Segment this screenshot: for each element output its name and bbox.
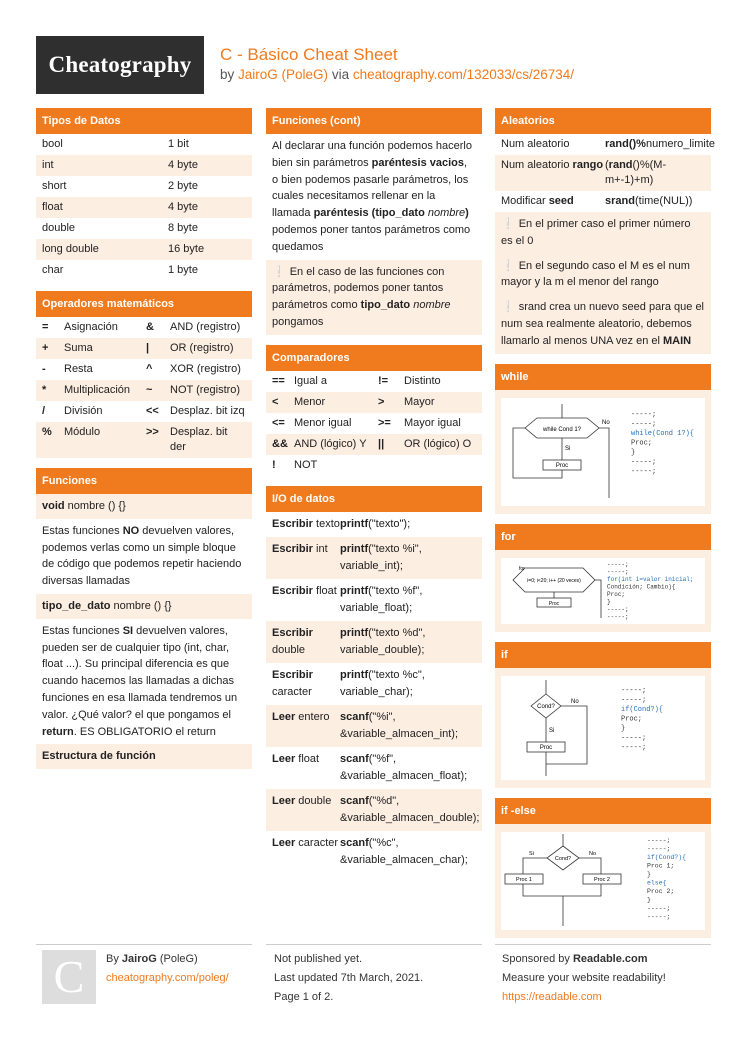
- io-verb: Escribir: [272, 626, 313, 639]
- row-value: [340, 835, 476, 869]
- table-row: [266, 413, 482, 434]
- aleatorios-table: [495, 134, 716, 212]
- operator-name: Módulo: [64, 426, 101, 438]
- section-title: Funciones (cont): [266, 108, 482, 134]
- io-function: printf: [340, 626, 369, 639]
- table-row: [36, 176, 252, 197]
- table-row: [266, 371, 482, 392]
- for-code: [607, 561, 693, 621]
- column-2: [266, 108, 482, 883]
- operator-symbol: &&: [272, 437, 288, 450]
- row-key: Num aleatorio rango: [501, 159, 604, 171]
- row-key: short: [42, 180, 67, 192]
- table-row: [36, 338, 252, 359]
- funciones-cont-note: ❕ En el caso de las funciones con parámetros, podemos poner tantos parámetros como tipo_dato nombre pongamos: [266, 260, 482, 335]
- last-updated: Last updated 7th March, 2021.: [274, 972, 424, 984]
- io-type: double: [295, 794, 332, 807]
- for-cond-label: i=0; i<20; i++ (20 veces): [527, 577, 581, 584]
- code-line: }: [607, 598, 611, 606]
- row-value: [340, 667, 476, 701]
- exclamation-icon: ❕: [501, 301, 515, 314]
- row-key: [272, 583, 340, 617]
- section-title: if -else: [495, 798, 711, 824]
- operator-name: Desplaz. bit izq: [170, 405, 245, 417]
- row-value: [340, 625, 476, 659]
- operator-symbol: +: [42, 342, 49, 354]
- table-row: [266, 392, 482, 413]
- operator-name: NOT: [294, 458, 318, 471]
- if-code: [621, 687, 663, 752]
- io-function: scanf: [340, 836, 369, 849]
- row-value: [340, 516, 476, 533]
- operator-name: OR (registro): [170, 342, 234, 354]
- row-value: (rand()%(M-m+-1)+m): [605, 159, 667, 186]
- operator-name: AND (lógico) Y: [294, 437, 367, 450]
- code-line: }: [631, 448, 636, 457]
- si-label: Si: [549, 727, 555, 734]
- table-row: [36, 401, 252, 422]
- operator-name: Multiplicación: [64, 384, 131, 396]
- table-row: [266, 579, 482, 621]
- footer-divider: [36, 944, 252, 945]
- row-key: [272, 516, 340, 533]
- code-line: while(Cond 1?){: [631, 429, 695, 438]
- footer-divider: [495, 944, 711, 945]
- page-title: C - Básico Cheat Sheet: [220, 45, 398, 64]
- io-verb: Leer: [272, 794, 296, 807]
- while-flowchart: [501, 398, 705, 506]
- cheatography-c-icon[interactable]: C: [42, 950, 96, 1004]
- comparadores-table: [266, 371, 482, 476]
- si-label: Si: [565, 445, 571, 452]
- code-line: for(int i=valor inicial;: [607, 575, 694, 583]
- operator-name: XOR (registro): [170, 363, 241, 375]
- si-label: Si: [529, 850, 534, 857]
- author-url-link[interactable]: cheatography.com/poleg/: [106, 972, 229, 984]
- table-row: [36, 422, 252, 458]
- proc-label: Proc: [548, 600, 560, 607]
- operator-symbol: ^: [146, 363, 153, 375]
- operator-symbol: [378, 458, 404, 473]
- io-function: printf: [340, 668, 369, 681]
- code-line: -----;: [621, 696, 647, 705]
- table-row: [266, 455, 482, 476]
- aleatorios-note-3: ❕ srand crea un nuevo seed para que el num sea realmente aleatorio, debemos llamarlo al menos UNA vez en el MAIN: [495, 295, 711, 353]
- operator-symbol: >>: [146, 426, 159, 438]
- io-args: ("%c", &variable_almacen_char);: [340, 836, 468, 866]
- io-function: printf: [340, 542, 369, 555]
- operator-symbol: >=: [378, 416, 391, 429]
- operator-name: Mayor: [404, 395, 435, 408]
- footer-meta: [274, 950, 423, 1007]
- io-function: printf: [340, 517, 369, 530]
- code-line: -----;: [647, 836, 671, 844]
- code-line: -----;: [631, 420, 657, 429]
- aleatorios-note-1: ❕ En el primer caso el primer número es el 0: [495, 212, 711, 254]
- funciones-cont-text: Al declarar una función podemos hacerlo bien sin parámetros paréntesis vacios, o bien podemos pasarle parámetros, los cuales necesitamos rellenar en la llamada paréntesis (tipo_dato nombre) podemos poner tantos parámetros como quedamos: [272, 140, 472, 253]
- if-flowchart: [501, 676, 705, 780]
- section-title: Comparadores: [266, 345, 482, 371]
- section-tipos: [36, 108, 252, 281]
- operator-name: AND (registro): [170, 321, 241, 333]
- exclamation-icon: ❕: [501, 218, 515, 230]
- sponsor-line: Sponsored by Readable.com: [502, 953, 648, 965]
- while-cond-label: while Cond 1?: [542, 426, 582, 433]
- no-label: No: [571, 698, 579, 705]
- operator-symbol: /: [42, 405, 46, 417]
- proc-label: Proc: [539, 744, 553, 751]
- row-key: Modificar seed: [501, 195, 574, 207]
- section-title: if: [495, 642, 711, 668]
- row-key: int: [42, 159, 54, 171]
- table-row: [36, 197, 252, 218]
- code-line: Condición; Cambio){: [607, 583, 676, 591]
- void-signature: void nombre () {}: [36, 494, 252, 519]
- column-3: [495, 108, 716, 948]
- section-while: [495, 364, 711, 514]
- table-row: [266, 705, 482, 747]
- io-type: texto: [312, 517, 340, 530]
- row-value: [340, 793, 479, 827]
- operator-name: Mayor igual: [404, 416, 461, 429]
- code-line: Proc;: [607, 590, 626, 598]
- code-line: Proc;: [631, 439, 653, 448]
- ifelse-flowchart: [501, 832, 705, 930]
- code-line: -----;: [621, 734, 647, 743]
- io-type: caracter: [295, 836, 339, 849]
- section-for: [495, 524, 711, 632]
- io-type: double: [272, 643, 306, 656]
- row-value: [340, 583, 476, 617]
- ifelse-code: [647, 837, 686, 921]
- code-line: if(Cond?){: [647, 853, 687, 861]
- row-key: char: [42, 264, 64, 276]
- table-row: [36, 359, 252, 380]
- row-value: srand(time(NUL)): [605, 195, 693, 207]
- io-verb: Leer: [272, 752, 296, 765]
- io-args: ("%f", &variable_almacen_float);: [340, 752, 468, 782]
- row-value: [340, 541, 476, 575]
- code-line: else{: [647, 879, 667, 887]
- operator-name: Asignación: [64, 321, 118, 333]
- table-row: [36, 239, 252, 260]
- section-title: I/O de datos: [266, 486, 482, 512]
- table-row: [266, 789, 482, 831]
- row-key: [272, 751, 340, 785]
- exclamation-icon: ❕: [501, 259, 515, 272]
- operator-name: NOT (registro): [170, 384, 241, 396]
- table-row: [266, 537, 482, 579]
- row-key: [272, 709, 340, 743]
- sponsor-name[interactable]: Readable.com: [572, 953, 648, 965]
- row-value: 1 bit: [168, 138, 189, 150]
- io-type: caracter: [272, 685, 312, 698]
- io-verb: Escribir: [272, 542, 313, 555]
- code-line: -----;: [647, 913, 671, 921]
- code-line: -----;: [631, 410, 657, 419]
- operator-symbol: -: [42, 363, 46, 375]
- section-ifelse: [495, 798, 711, 938]
- section-io: [266, 486, 482, 873]
- estructura-heading: Estructura de función: [36, 744, 252, 769]
- table-row: [266, 831, 482, 873]
- table-row: [266, 621, 482, 663]
- page-number: Page 1 of 2.: [274, 991, 334, 1003]
- row-value: [340, 751, 476, 785]
- code-line: -----;: [647, 904, 671, 912]
- row-value: 4 byte: [168, 201, 198, 213]
- code-line: -----;: [607, 613, 629, 621]
- row-key: long double: [42, 243, 99, 255]
- row-key: [272, 793, 340, 827]
- proc2-label: Proc 2: [594, 876, 610, 883]
- code-line: -----;: [631, 458, 657, 467]
- by-label: by: [220, 67, 235, 82]
- operator-name: Menor igual: [294, 416, 352, 429]
- code-line: -----;: [607, 560, 629, 568]
- io-verb: Escribir: [272, 584, 313, 597]
- section-if: [495, 642, 711, 788]
- row-key: [272, 835, 340, 869]
- code-line: -----;: [631, 467, 657, 476]
- row-value: 4 byte: [168, 159, 198, 171]
- code-line: -----;: [607, 605, 629, 613]
- no-label: No: [602, 419, 610, 426]
- io-args: ("%i", &variable_almacen_int);: [340, 710, 459, 740]
- row-key: bool: [42, 138, 63, 150]
- operator-symbol: %: [42, 426, 52, 438]
- io-args: ("texto %c", variable_char);: [340, 668, 425, 698]
- exclamation-icon: ❕: [272, 265, 286, 278]
- row-key: Num aleatorio: [501, 138, 570, 150]
- sponsor-tagline: Measure your website readability!: [502, 972, 666, 984]
- table-row: [36, 380, 252, 401]
- operator-name: Igual a: [294, 374, 328, 387]
- io-function: scanf: [340, 794, 369, 807]
- operator-symbol: !: [272, 458, 276, 471]
- for-flowchart: [501, 558, 705, 624]
- table-row: [36, 134, 252, 155]
- while-code: [631, 411, 694, 476]
- io-table: [266, 512, 482, 873]
- proc1-label: Proc 1: [516, 876, 532, 883]
- code-line: -----;: [647, 845, 671, 853]
- typed-description: Estas funciones SI devuelven valores, pueden ser de cualquier tipo (int, char, float ...). Su principal diferencia es que cuando hacemos las llamadas a dichas funciones en esa llamada tendremos un valor. ¿Qué valor? el que pongamos el return. ES OBLIGATORIO el return: [42, 624, 238, 738]
- if-diagram-panel: [495, 668, 711, 788]
- operadores-table: [36, 317, 252, 458]
- code-line: }: [621, 724, 626, 733]
- row-value: 1 byte: [168, 264, 198, 276]
- io-args: ("texto %d", variable_double);: [340, 626, 426, 656]
- code-line: -----;: [607, 568, 629, 576]
- io-verb: Escribir: [272, 668, 313, 681]
- tipos-table: [36, 134, 252, 281]
- table-row: [495, 155, 711, 191]
- section-title: Tipos de Datos: [36, 108, 252, 134]
- io-function: printf: [340, 584, 369, 597]
- section-operadores: [36, 291, 252, 458]
- operator-name: Desplaz. bit der: [170, 426, 228, 453]
- while-diagram-panel: [495, 390, 711, 514]
- table-row: [36, 317, 252, 338]
- table-row: [36, 155, 252, 176]
- operator-symbol: *: [42, 384, 47, 396]
- table-row: [495, 134, 716, 155]
- section-aleatorios: [495, 108, 716, 354]
- io-args: ("%d", &variable_almacen_double);: [340, 794, 480, 824]
- operator-symbol: !=: [378, 374, 389, 387]
- operator-symbol: >: [378, 395, 385, 408]
- operator-name: Resta: [64, 363, 93, 375]
- code-line: }: [647, 896, 651, 904]
- subtitle: [220, 67, 574, 82]
- operator-symbol: <: [272, 395, 279, 408]
- for-diagram-panel: [495, 550, 711, 632]
- io-verb: Leer: [272, 836, 296, 849]
- operator-symbol: <=: [272, 416, 285, 429]
- operator-name: División: [64, 405, 103, 417]
- aleatorios-note-2: ❕ En el segundo caso el M es el num mayor y la m el menor del rango: [495, 254, 711, 296]
- table-row: [36, 218, 252, 239]
- proc-label: Proc: [555, 462, 569, 469]
- operator-name: Distinto: [404, 374, 441, 387]
- row-key: [272, 541, 340, 575]
- io-type: int: [312, 542, 328, 555]
- cheatography-logo[interactable]: Cheatography: [36, 36, 204, 94]
- footer-author: [106, 950, 229, 988]
- section-comparadores: [266, 345, 482, 476]
- table-row: [36, 260, 252, 281]
- column-1: [36, 108, 252, 779]
- author-name[interactable]: JairoG: [121, 953, 157, 965]
- row-key: double: [42, 222, 76, 234]
- no-label: No: [589, 850, 597, 857]
- operator-symbol: &: [146, 321, 154, 333]
- code-line: Proc;: [621, 715, 643, 724]
- row-value: 16 byte: [168, 243, 205, 255]
- footer-divider: [266, 944, 482, 945]
- io-args: ("texto %i", variable_int);: [340, 542, 422, 572]
- via-label: via: [331, 67, 350, 82]
- io-function: scanf: [340, 710, 369, 723]
- operator-symbol: |: [146, 342, 150, 354]
- operator-symbol: ||: [378, 437, 385, 450]
- ifelse-diagram-panel: [495, 824, 711, 938]
- io-type: entero: [295, 710, 330, 723]
- section-title: for: [495, 524, 711, 550]
- operator-symbol: =: [42, 321, 49, 333]
- io-verb: Leer: [272, 710, 296, 723]
- code-line: Proc 2;: [647, 887, 675, 895]
- io-args: ("texto %f", variable_float);: [340, 584, 423, 614]
- code-line: -----;: [621, 686, 647, 695]
- row-value: 2 byte: [168, 180, 198, 192]
- if-cond-label: Cond?: [537, 703, 555, 710]
- row-key: [272, 667, 340, 701]
- table-row: [266, 747, 482, 789]
- operator-name: Menor: [294, 395, 326, 408]
- code-line: Proc 1;: [647, 862, 675, 870]
- code-line: }: [647, 870, 651, 878]
- io-type: float: [312, 584, 337, 597]
- row-key: [272, 625, 340, 659]
- io-function: scanf: [340, 752, 369, 765]
- typed-signature: tipo_de_dato nombre () {}: [36, 594, 252, 619]
- sponsor-url-link[interactable]: https://readable.com: [502, 991, 602, 1003]
- io-args: ("texto");: [368, 517, 411, 530]
- table-row: [266, 434, 482, 455]
- operator-name: [404, 458, 476, 473]
- io-verb: Escribir: [272, 517, 313, 530]
- table-row: [266, 663, 482, 705]
- for-label: for: [519, 565, 525, 572]
- section-funciones: [36, 468, 252, 769]
- row-value: [340, 709, 476, 743]
- row-value: rand()%numero_limite: [605, 138, 716, 150]
- code-line: -----;: [621, 743, 647, 752]
- author-link[interactable]: JairoG (PoleG): [238, 67, 329, 82]
- io-type: float: [295, 752, 320, 765]
- row-key: float: [42, 201, 63, 213]
- row-value: 8 byte: [168, 222, 198, 234]
- operator-symbol: ~: [146, 384, 153, 396]
- section-title: Funciones: [36, 468, 252, 494]
- table-row: [495, 191, 711, 212]
- code-line: if(Cond?){: [621, 705, 664, 714]
- section-funciones-cont: [266, 108, 482, 335]
- header: [36, 36, 711, 94]
- operator-name: OR (lógico) O: [404, 437, 472, 450]
- section-title: while: [495, 364, 711, 390]
- table-row: [266, 512, 482, 537]
- operator-name: Suma: [64, 342, 93, 354]
- ifelse-cond-label: Cond?: [554, 855, 572, 862]
- sheet-url-link[interactable]: cheatography.com/132033/cs/26734/: [352, 67, 575, 82]
- section-title: Operadores matemáticos: [36, 291, 252, 317]
- footer-sponsor: [502, 950, 666, 1007]
- publish-status: Not published yet.: [274, 953, 363, 965]
- operator-symbol: <<: [146, 405, 159, 417]
- void-description: Estas funciones NO devuelven valores, podemos verlas como un simple bloque de código que podemos repetir haciendo diversas llamadas: [42, 524, 242, 588]
- footer-by-line: By JairoG (PoleG): [106, 953, 198, 965]
- section-title: Aleatorios: [495, 108, 711, 134]
- operator-symbol: ==: [272, 374, 285, 387]
